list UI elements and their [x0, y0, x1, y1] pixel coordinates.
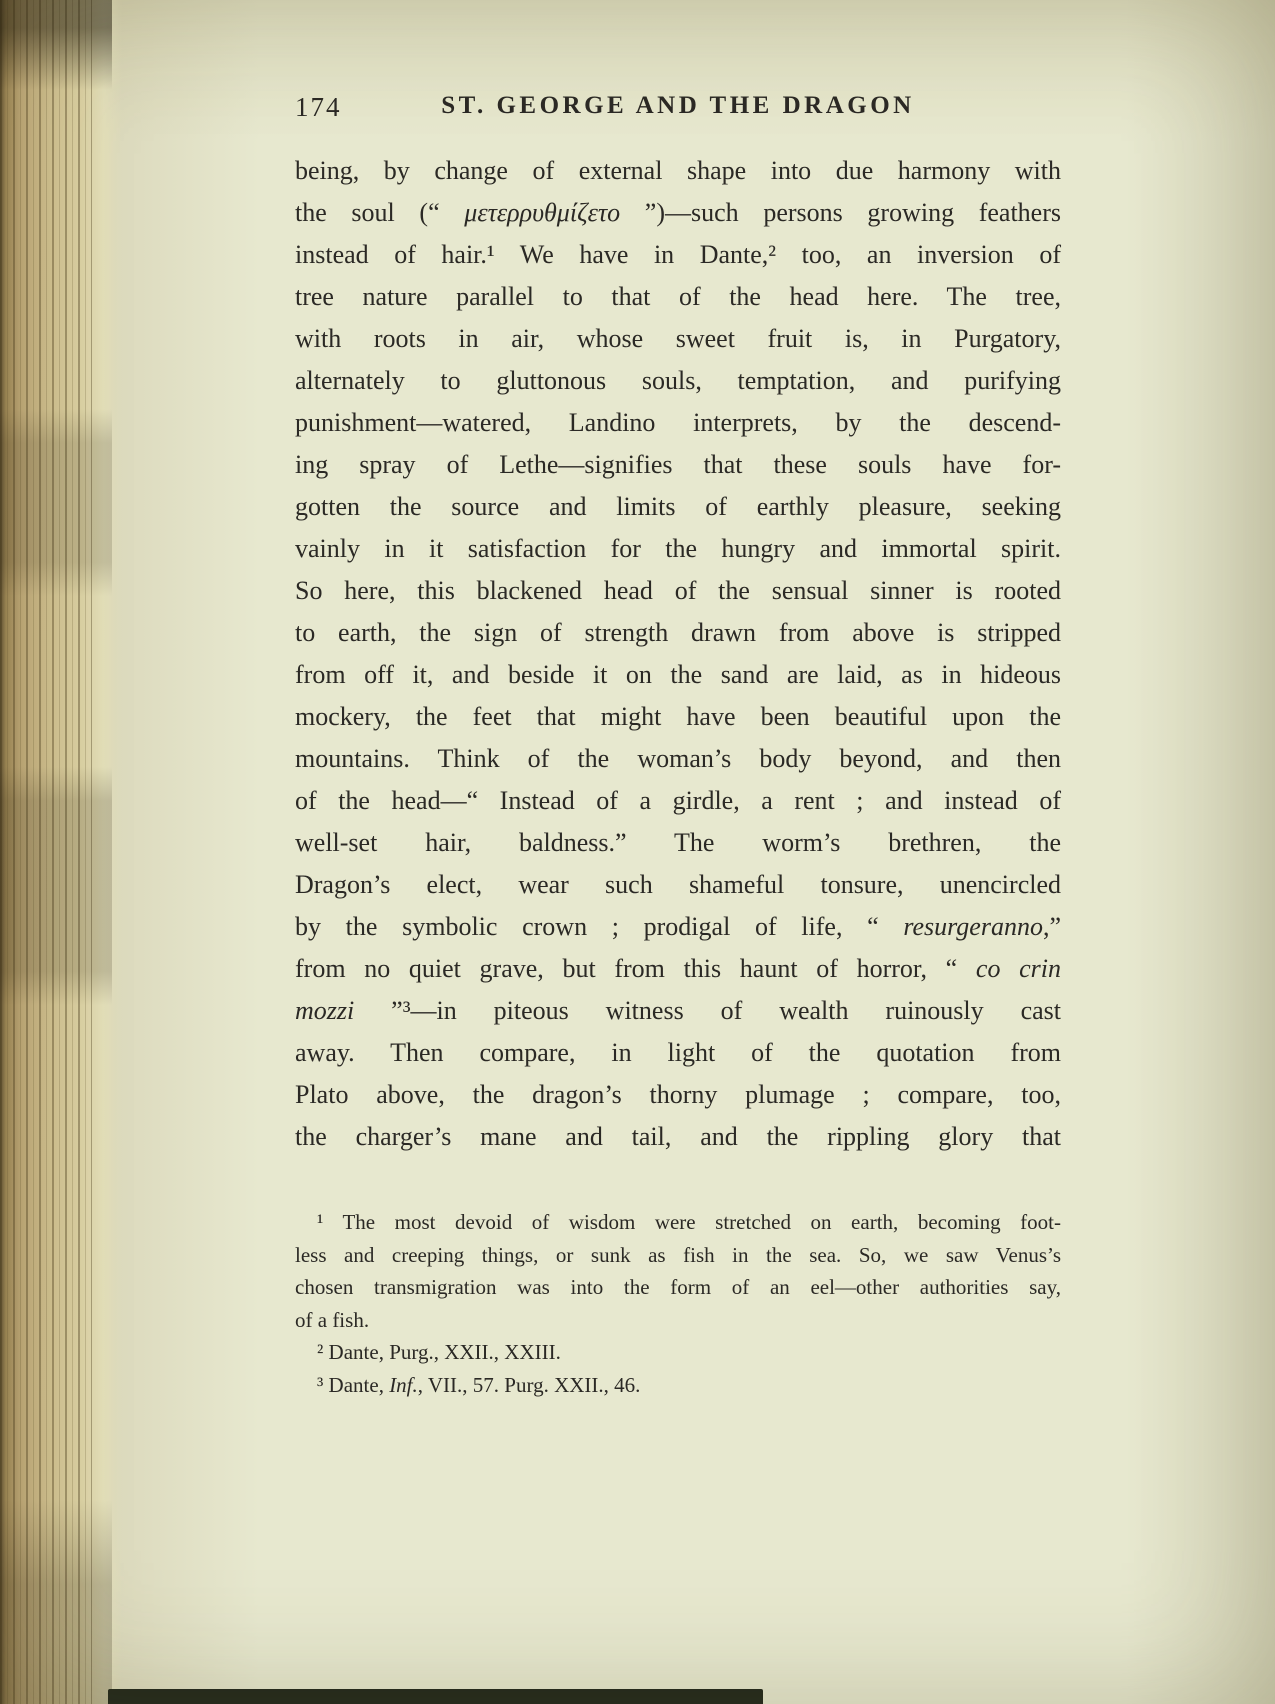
- text-run: So here, this blackened head of the sensual sinner is rooted: [295, 576, 1061, 605]
- body-line: [295, 822, 1061, 864]
- footnote-line: [295, 1369, 1061, 1402]
- body-line: [295, 360, 1061, 402]
- footnote-line: [295, 1304, 1061, 1337]
- italic-text: μετερρυθμίζετο: [464, 198, 621, 227]
- text-run: well-set hair, baldness.” The worm’s brethren, the: [295, 828, 1061, 857]
- text-run: from off it, and beside it on the sand are laid, as in hideous: [295, 660, 1061, 689]
- body-line: [295, 738, 1061, 780]
- page-content: [295, 0, 1061, 1704]
- scan-artifact-bottom: [108, 1689, 763, 1704]
- text-run: ,”: [1042, 912, 1061, 941]
- text-run: vainly in it satisfaction for the hungry and immortal spirit.: [295, 534, 1061, 563]
- text-run: ³ Dante,: [317, 1372, 390, 1397]
- body-line: [295, 696, 1061, 738]
- text-run: alternately to gluttonous souls, temptation, and purifying: [295, 366, 1061, 395]
- body-line: [295, 612, 1061, 654]
- text-run: Plato above, the dragon’s thorny plumage ; compare, too,: [295, 1080, 1061, 1109]
- body-line: [295, 906, 1061, 948]
- running-title: ST. GEORGE AND THE DRAGON: [441, 92, 915, 119]
- text-run: chosen transmigration was into the form of an eel—other authorities say,: [295, 1275, 1061, 1299]
- text-run: ² Dante, Purg., XXII., XXIII.: [317, 1340, 561, 1364]
- body-line: [295, 486, 1061, 528]
- body-line: [295, 234, 1061, 276]
- text-run: from no quiet grave, but from this haunt of horror, “: [295, 954, 976, 983]
- text-run: ing spray of Lethe—signifies that these souls have for-: [295, 450, 1061, 479]
- text-run: gotten the source and limits of earthly pleasure, seeking: [295, 492, 1061, 521]
- body-line: [295, 150, 1061, 192]
- text-run: ”)—such persons growing feathers: [620, 198, 1061, 227]
- body-line: [295, 1116, 1061, 1158]
- body-line: [295, 864, 1061, 906]
- text-run: ¹ The most devoid of wisdom were stretched on earth, becoming foot-: [317, 1210, 1061, 1234]
- body-line: [295, 192, 1061, 234]
- text-run: by the symbolic crown ; prodigal of life, “: [295, 912, 904, 941]
- italic-text: Inf.: [389, 1372, 418, 1397]
- text-run: being, by change of external shape into due harmony with: [295, 156, 1061, 185]
- text-run: of a fish.: [295, 1307, 370, 1332]
- text-run: punishment—watered, Landino interprets, by the descend-: [295, 408, 1061, 437]
- text-run: away. Then compare, in light of the quotation from: [295, 1038, 1061, 1067]
- body-line: [295, 1032, 1061, 1074]
- body-line: [295, 570, 1061, 612]
- body-line: [295, 990, 1061, 1032]
- body-line: [295, 444, 1061, 486]
- body-line: [295, 1074, 1061, 1116]
- footnote-line: [295, 1336, 1061, 1369]
- italic-text: resurgeranno: [903, 912, 1043, 941]
- text-run: of the head—“ Instead of a girdle, a rent ; and instead of: [295, 786, 1061, 815]
- footnote-line: [295, 1239, 1061, 1272]
- text-run: instead of hair.¹ We have in Dante,² too, an inversion of: [295, 240, 1061, 269]
- text-run: mountains. Think of the woman’s body beyond, and then: [295, 744, 1061, 773]
- italic-text: mozzi: [295, 996, 355, 1025]
- text-run: to earth, the sign of strength drawn from above is stripped: [295, 618, 1061, 647]
- text-run: ”³—in piteous witness of wealth ruinously cast: [354, 996, 1061, 1025]
- footnote-line: [295, 1271, 1061, 1304]
- body-line: [295, 948, 1061, 990]
- book-edge-texture: [0, 0, 122, 1704]
- text-run: mockery, the feet that might have been beautiful upon the: [295, 702, 1061, 731]
- footnote-line: [295, 1206, 1061, 1239]
- body-line: [295, 780, 1061, 822]
- text-run: , VII., 57. Purg. XXII., 46.: [417, 1372, 641, 1397]
- italic-text: co crin: [975, 954, 1062, 983]
- text-run: the charger’s mane and tail, and the rippling glory that: [295, 1122, 1061, 1151]
- page-curvature-shade: [1125, 0, 1275, 1704]
- body-line: [295, 402, 1061, 444]
- text-run: tree nature parallel to that of the head here. The tree,: [295, 282, 1061, 311]
- page-number: 174: [295, 92, 342, 122]
- body-line: [295, 654, 1061, 696]
- body-line: [295, 276, 1061, 318]
- text-run: less and creeping things, or sunk as fish in the sea. So, we saw Venus’s: [295, 1242, 1061, 1267]
- running-header: [295, 92, 1061, 132]
- text-run: Dragon’s elect, wear such shameful tonsure, unencircled: [295, 870, 1061, 899]
- footnotes: [295, 1206, 1061, 1401]
- body-line: [295, 528, 1061, 570]
- body-line: [295, 318, 1061, 360]
- text-run: the soul (“: [295, 198, 465, 227]
- text-run: with roots in air, whose sweet fruit is, in Purgatory,: [295, 324, 1061, 353]
- body-text: [295, 150, 1061, 1158]
